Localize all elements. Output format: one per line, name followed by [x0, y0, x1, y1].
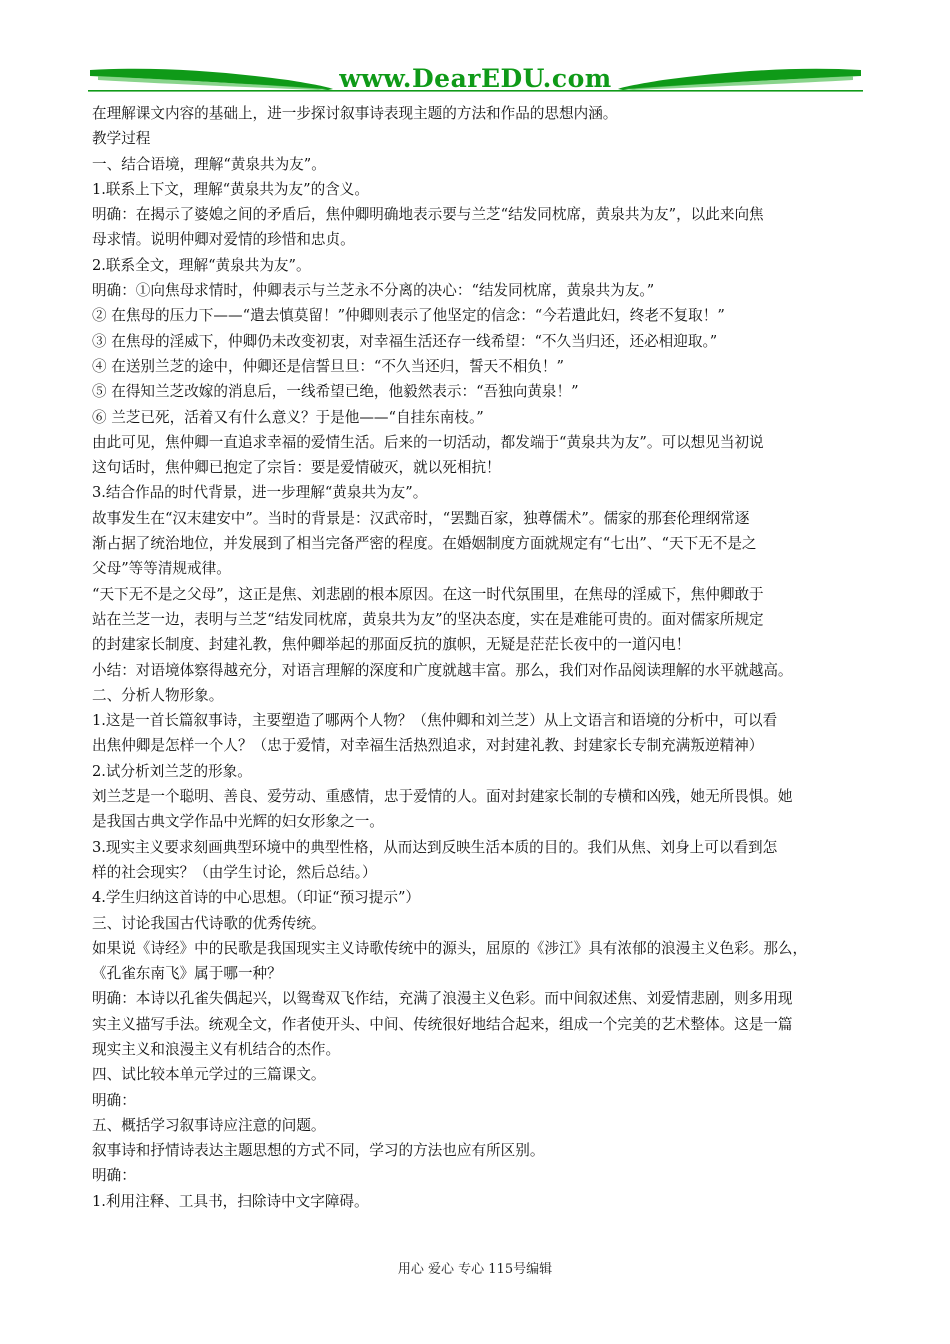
- text-line: ② 在焦母的压力下——“遣去慎莫留！”仲卿则表示了他坚定的信念：“今若遣此妇，终老不复取！”: [92, 307, 725, 325]
- text-line: 父母”等等清规戒律。: [92, 560, 231, 578]
- text-line: 一、结合语境，理解“黄泉共为友”。: [92, 155, 326, 173]
- text-line: 3.现实主义要求刻画典型环境中的典型性格，从而达到反映生活本质的目的。我们从焦、刘身上可以看到怎: [92, 838, 778, 856]
- text-line: 故事发生在“汉末建安中”。当时的背景是：汉武帝时，“罢黜百家，独尊儒术”。儒家的那套伦理纲常逐: [92, 509, 750, 527]
- text-line: 如果说《诗经》中的民歌是我国现实主义诗歌传统中的源头，屈原的《涉江》具有浓郁的浪漫主义色彩。那么，: [92, 939, 808, 957]
- text-line: 小结：对语境体察得越充分，对语言理解的深度和广度就越丰富。那么，我们对作品阅读理解的水平就越高。: [92, 661, 793, 679]
- text-line: 《孔雀东南飞》属于哪一种？: [92, 965, 282, 983]
- text-line: 出焦仲卿是怎样一个人？（忠于爱情，对幸福生活热烈追求，对封建礼教、封建家长专制充满叛逆精神）: [92, 737, 764, 755]
- text-line: 现实主义和浪漫主义有机结合的杰作。: [92, 1040, 341, 1058]
- text-line: 叙事诗和抒情诗表达主题思想的方式不同，学习的方法也应有所区别。: [92, 1142, 545, 1160]
- text-line: 1.利用注释、工具书，扫除诗中文字障碍。: [92, 1192, 369, 1210]
- text-line: 渐占据了统治地位，并发展到了相当完备严密的程度。在婚姻制度方面就规定有“七出”、“天下无不是之: [92, 535, 757, 553]
- text-line: ⑤ 在得知兰芝改嫁的消息后，一线希望已绝，他毅然表示：“吾独向黄泉！”: [92, 383, 579, 401]
- text-line: 在理解课文内容的基础上，进一步探讨叙事诗表现主题的方法和作品的思想内涵。: [92, 105, 618, 122]
- text-line: 三、讨论我国古代诗歌的优秀传统。: [92, 914, 326, 932]
- text-line: ⑥ 兰芝已死，活着又有什么意义？于是他——“自挂东南枝。”: [92, 408, 484, 426]
- text-line: 教学过程: [92, 130, 151, 148]
- text-line: 二、分析人物形象。: [92, 686, 224, 704]
- text-line: 1.联系上下文，理解“黄泉共为友”的含义。: [92, 180, 369, 198]
- text-line: 1.这是一首长篇叙事诗，主要塑造了哪两个人物？（焦仲卿和刘兰芝）从上文语言和语境的分析中，可以看: [92, 712, 778, 730]
- text-line: 3.结合作品的时代背景，进一步理解“黄泉共为友”。: [92, 484, 428, 502]
- text-line: ③ 在焦母的淫威下，仲卿仍未改变初衷，对幸福生活还存一线希望：“不久当归还，还必相迎取。”: [92, 332, 718, 350]
- header-banner: [88, 62, 863, 98]
- text-line: 是我国古典文学作品中光辉的妇女形象之一。: [92, 813, 384, 831]
- text-line: “天下无不是之父母”，这正是焦、刘悲剧的根本原因。在这一时代氛围里，在焦母的淫威下，焦仲卿敢于: [92, 585, 764, 603]
- text-line: 明确：在揭示了婆媳之间的矛盾后，焦仲卿明确地表示要与兰芝“结发同枕席，黄泉共为友”，以此来向焦: [92, 206, 764, 224]
- text-line: 2.联系全文，理解“黄泉共为友”。: [92, 256, 311, 274]
- text-line: 样的社会现实？（由学生讨论，然后总结。）: [92, 863, 377, 881]
- text-line: 母求情。说明仲卿对爱情的珍惜和忠贞。: [92, 231, 355, 249]
- document-body: [92, 101, 872, 1214]
- text-line: 的封建家长制度、封建礼教，焦仲卿举起的那面反抗的旗帜，无疑是茫茫长夜中的一道闪电！: [92, 636, 691, 654]
- text-line: 明确：本诗以孔雀失偶起兴，以鸳鸯双飞作结，充满了浪漫主义色彩。而中间叙述焦、刘爱情悲剧，则多用现: [92, 990, 793, 1008]
- text-line: 明确：: [92, 1091, 136, 1109]
- text-line: 2.试分析刘兰芝的形象。: [92, 762, 252, 780]
- page-footer: 用心 爱心 专心 115号编辑: [397, 1262, 553, 1277]
- text-line: ④ 在送别兰芝的途中，仲卿还是信誓旦旦：“不久当还归，誓天不相负！”: [92, 357, 564, 375]
- text-line: 这句话时，焦仲卿已抱定了宗旨：要是爱情破灭，就以死相抗！: [92, 459, 501, 477]
- site-logo-text: www.DearEDU.com: [339, 64, 612, 93]
- text-line: 四、试比较本单元学过的三篇课文。: [92, 1066, 326, 1084]
- text-line: 站在兰芝一边，表明与兰芝“结发同枕席，黄泉共为友”的坚决态度，实在是难能可贵的。面对儒家所规定: [92, 610, 764, 628]
- text-line: 五、概括学习叙事诗应注意的问题。: [92, 1116, 326, 1134]
- text-line: 4.学生归纳这首诗的中心思想。（印证“预习提示”）: [92, 889, 421, 907]
- text-line: 明确：①向焦母求情时，仲卿表示与兰芝永不分离的决心：“结发同枕席，黄泉共为友。”: [92, 282, 655, 300]
- text-line: 明确：: [92, 1167, 136, 1185]
- text-line: 刘兰芝是一个聪明、善良、爱劳动、重感情，忠于爱情的人。面对封建家长制的专横和凶残，她无所畏惧。她: [92, 788, 793, 806]
- text-line: 由此可见，焦仲卿一直追求幸福的爱情生活。后来的一切活动，都发端于“黄泉共为友”。可以想见当初说: [92, 433, 764, 451]
- text-line: 实主义描写手法。统观全文，作者使开头、中间、传统很好地结合起来，组成一个完美的艺术整体。这是一篇: [92, 1015, 793, 1033]
